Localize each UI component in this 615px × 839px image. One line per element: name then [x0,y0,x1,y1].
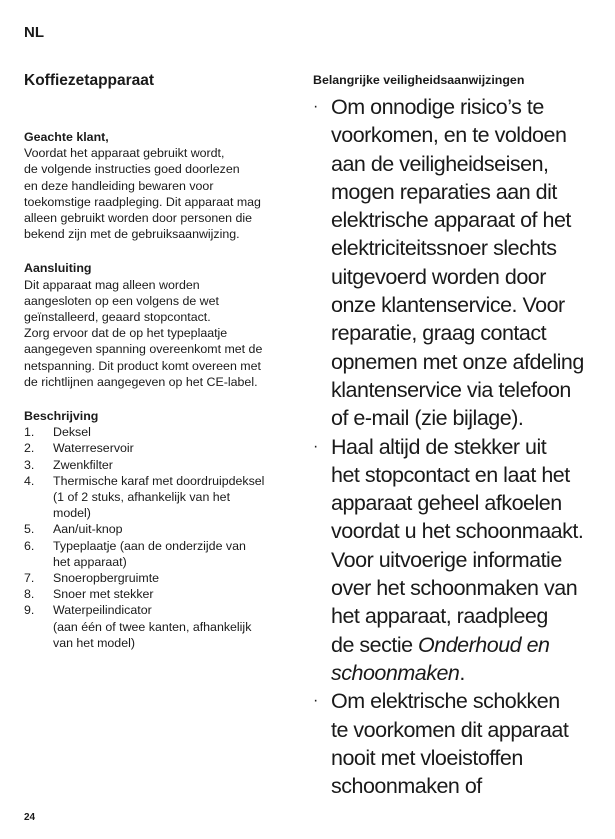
text-line: Dit apparaat mag alleen worden [24,277,200,292]
item-text: Deksel [53,425,91,440]
safety-heading: Belangrijke veiligheidsaanwijzingen [313,73,525,87]
list-item [24,570,292,586]
item-number: 6. [24,538,35,553]
list-item [24,586,292,602]
item-text: Typeplaatje (aan de onderzijde van het apparaat) [53,538,246,569]
text-line: aangegeven spanning overeenkomt met de [24,342,263,357]
item-text: Snoeropbergruimte [53,571,160,586]
item-number: 3. [24,457,35,472]
text-line: netspanning. Dit product komt overeen met [24,358,261,373]
page-number: 24 [24,812,36,823]
text-line: aangesloten op een volgens de wet [24,293,219,308]
item-number: 5. [24,522,35,537]
parts-list [24,424,292,651]
text-line: bekend zijn met de gebruiksaanwijzing. [24,227,240,242]
connection-text [24,277,292,390]
list-item [24,538,292,570]
list-item [24,602,292,651]
text-line: geïnstalleerd, geaard stopcontact. [24,310,211,325]
item-number: 4. [24,473,35,488]
item-number: 7. [24,571,35,586]
greeting-text [24,145,292,242]
description-heading: Beschrijving [24,409,99,424]
section-reference: Onderhoud en [418,632,550,657]
list-item [24,521,292,537]
text-line: de volgende instructies goed doorlezen [24,162,240,177]
text-line: de richtlijnen aangegeven op het CE-label. [24,374,258,389]
safety-bullet-list [313,93,608,800]
item-number: 1. [24,425,35,440]
section-reference: schoonmaken [331,660,460,685]
text-line: Zorg ervoor dat de op het typeplaatje [24,326,228,341]
greeting-heading: Geachte klant, [24,130,109,144]
item-text: Aan/uit-knop [53,522,123,537]
list-item [24,473,292,522]
bullet-dot-icon: · [313,98,318,115]
list-item [24,424,292,440]
connection-heading: Aansluiting [24,261,92,276]
item-text: Waterreservoir [53,441,134,456]
item-text: Snoer met stekker [53,587,154,602]
right-column [313,72,608,800]
bullet-dot-icon: · [313,437,318,455]
greeting-section [24,129,292,242]
item-number: 8. [24,587,35,602]
text-line: Voordat het apparaat gebruikt wordt, [24,146,225,161]
list-item [24,440,292,456]
safety-bullet: · Om elektrische schokken te voorkomen dit apparaat nooit met vloeistoffen schoonmaken of [313,689,569,799]
safety-bullet: · Om onnodige risico’s te voorkomen, en te voldoen aan de veiligheidseisen, mogen reparaties aan dit elektrische apparaat of het elektriciteitssnoer slechts uitgevoerd worden door onze klantenservice. Voor reparatie, graag contact opnemen met onze afdeling klantenservice via telefoon of e-mail (zie bijlage). [313,95,584,431]
item-text: Zwenkfilter [53,457,113,472]
item-number: 2. [24,441,35,456]
bullet-dot-icon: · [313,692,318,710]
text-line: en deze handleiding bewaren voor [24,178,214,193]
description-section [24,408,292,651]
left-column [24,72,292,651]
item-number: 9. [24,603,35,618]
text-line: alleen gebruikt worden door personen die [24,211,253,226]
connection-section [24,260,292,390]
item-text: Waterpeilindicator (aan één of twee kanten, afhankelijk van het model) [53,603,252,650]
language-label: NL [24,24,44,41]
item-text: Thermische karaf met doordruipdeksel (1 of 2 stuks, afhankelijk van het model) [53,473,265,521]
text-line: toekomstige raadpleging. Dit apparaat mag [24,194,261,209]
safety-bullet: · Haal altijd de stekker uit het stopcontact en laat het apparaat geheel afkoelen voordat u het schoonmaakt. Voor uitvoerige informatie over het schoonmaken van het apparaat, raadpleeg de sectie Onderhoud en schoonmaken. [313,434,584,685]
document-title: Koffiezetapparaat [24,72,155,89]
list-item [24,457,292,473]
